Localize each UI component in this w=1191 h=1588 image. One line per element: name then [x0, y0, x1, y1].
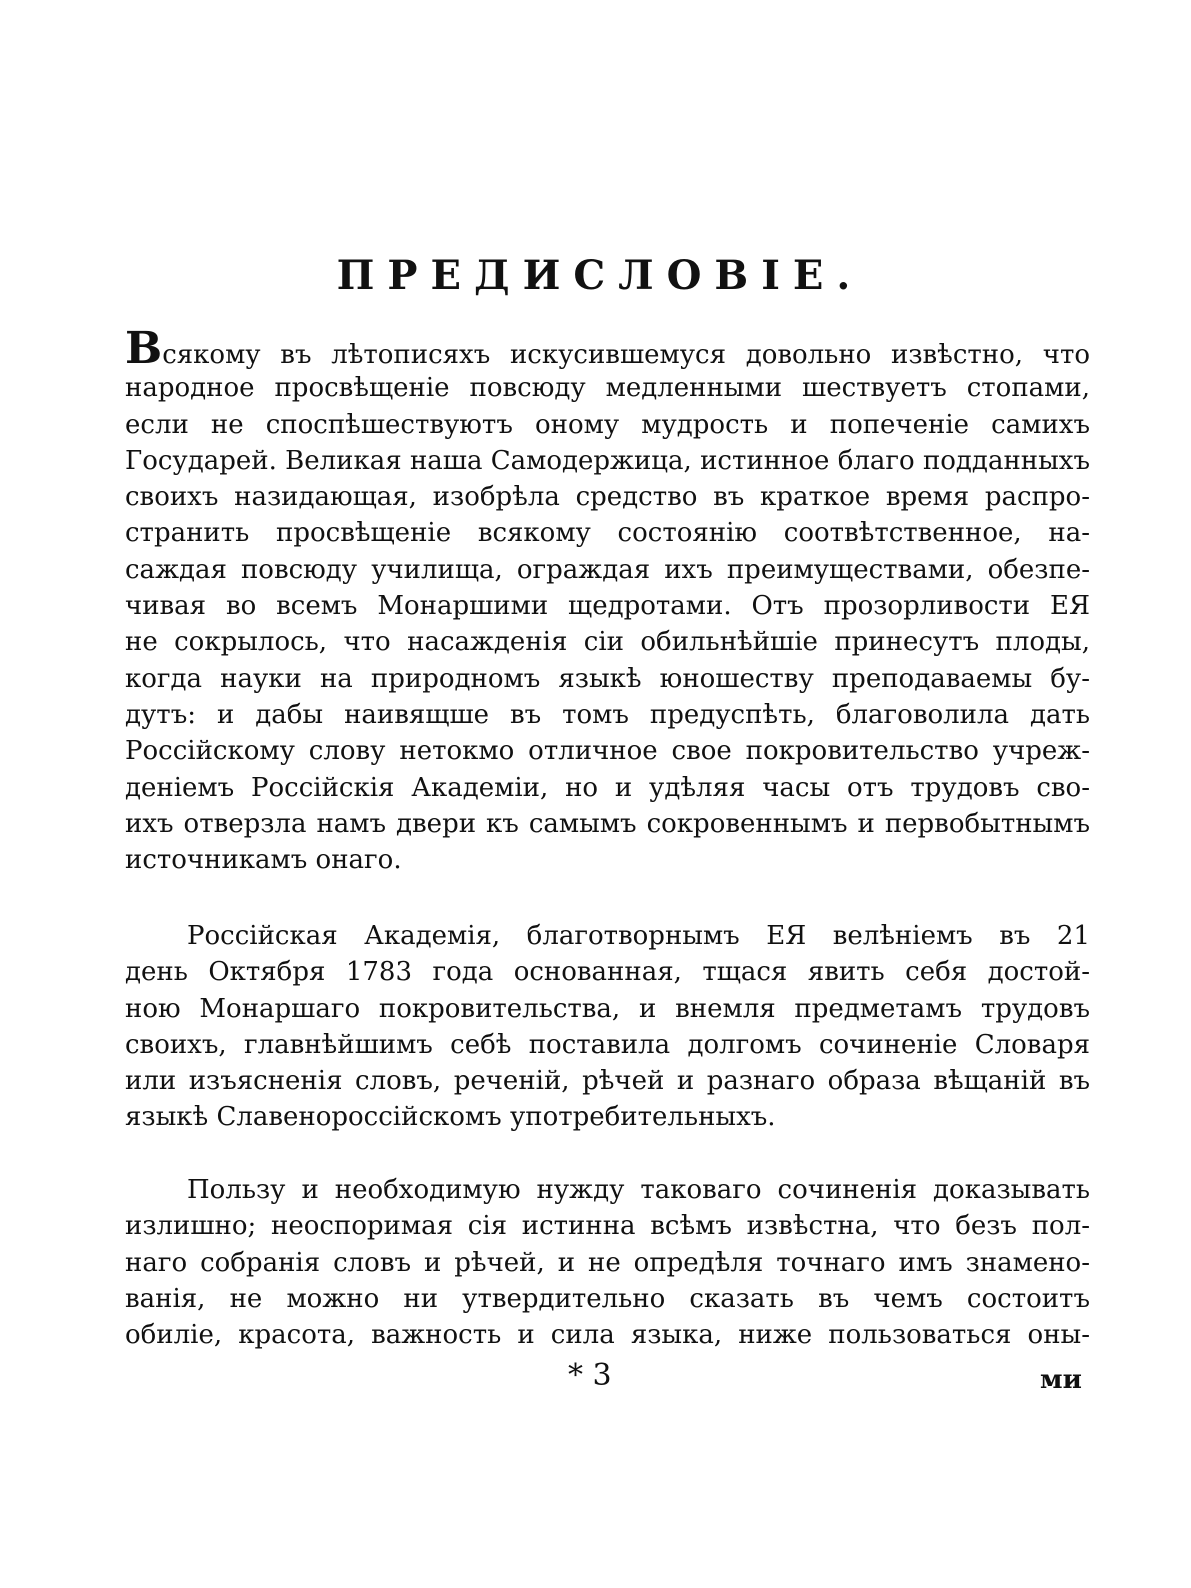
- text-line: своихъ, главнѣйшимъ себѣ поставила долгомъ сочиненiе Словаря: [125, 1029, 1090, 1060]
- text-line: денiемъ Россiйскiя Академiи, но и удѣляя часы отъ трудовъ сво-: [125, 772, 1090, 803]
- text-line: чивая во всемъ Монаршими щедротами. Отъ прозорливости ЕЯ: [125, 591, 1090, 622]
- text-line: Всякому въ лѣтописяхъ искусившемуся довольно извѣстно, что: [125, 323, 1090, 374]
- paragraph-1: [125, 323, 1090, 878]
- text-line: странить просвѣщенiе всякому состоянiю соотвѣтственное, на-: [125, 518, 1090, 549]
- text-line: источникамъ онаго.: [125, 845, 402, 876]
- text-line: или изъясненiя словъ, реченiй, рѣчей и разнаго образа вѣщанiй въ: [125, 1066, 1090, 1097]
- text-line: Россiйская Академiя, благотворнымъ ЕЯ велѣнiемъ въ 21: [187, 921, 1090, 951]
- paragraph-3: [125, 1172, 1090, 1353]
- text-line: своихъ назидающая, изобрѣла средство въ краткое время распро-: [125, 482, 1090, 513]
- catchword: ми: [1040, 1365, 1082, 1395]
- text-line: народное просвѣщенiе повсюду медленными шествуетъ стопами,: [125, 373, 1090, 404]
- text-line: обилiе, красота, важность и сила языка, ниже пользоваться оны-: [125, 1320, 1090, 1351]
- text-line: языкѣ Славенороссiйскомъ употребительныхъ.: [125, 1102, 776, 1133]
- text-line: не сокрылось, что насажденiя сiи обильнѣйшiе принесутъ плоды,: [125, 627, 1090, 658]
- text-line: когда науки на природномъ языкѣ юношеству преподаваемы бу-: [125, 663, 1090, 694]
- text-line: день Октября 1783 года основанная, тщася явить себя достой-: [125, 957, 1090, 988]
- text-line: наго собранiя словъ и рѣчей, и не опредѣля точнаго имъ знамено-: [125, 1247, 1090, 1278]
- text-line: Пользу и необходимую нужду таковаго сочиненiя доказывать: [187, 1175, 1090, 1205]
- text-line: ною Монаршаго покровительства, и внемля предметамъ трудовъ: [125, 993, 1090, 1024]
- page-title: ПРЕДИСЛОВIЕ.: [336, 252, 864, 299]
- text-line: Государей. Великая наша Самодержица, истинное благо подданныхъ: [125, 445, 1090, 476]
- paragraph-2: [125, 918, 1090, 1136]
- text-line: саждая повсюду училища, ограждая ихъ преимуществами, обезпе-: [125, 554, 1090, 585]
- text-line: Россiйскому слову нетокмо отличное свое покровительство учреж-: [125, 736, 1090, 767]
- text-line: ихъ отверзла намъ двери къ самымъ сокровеннымъ и первобытнымъ: [125, 808, 1090, 839]
- text-line: если не споспѣшествуютъ оному мудрость и попеченiе самихъ: [125, 409, 1090, 440]
- drop-cap: В: [125, 323, 163, 374]
- text-line: ванiя, не можно ни утвердительно сказать въ чемъ состоитъ: [125, 1283, 1090, 1314]
- text-line: дутъ: и дабы наивящше въ томъ предуспѣть, благоволила дать: [125, 699, 1090, 730]
- signature-mark: * 3: [568, 1358, 612, 1393]
- text-line: излишно; неоспоримая сiя истинна всѣмъ извѣстна, что безъ пол-: [125, 1211, 1090, 1242]
